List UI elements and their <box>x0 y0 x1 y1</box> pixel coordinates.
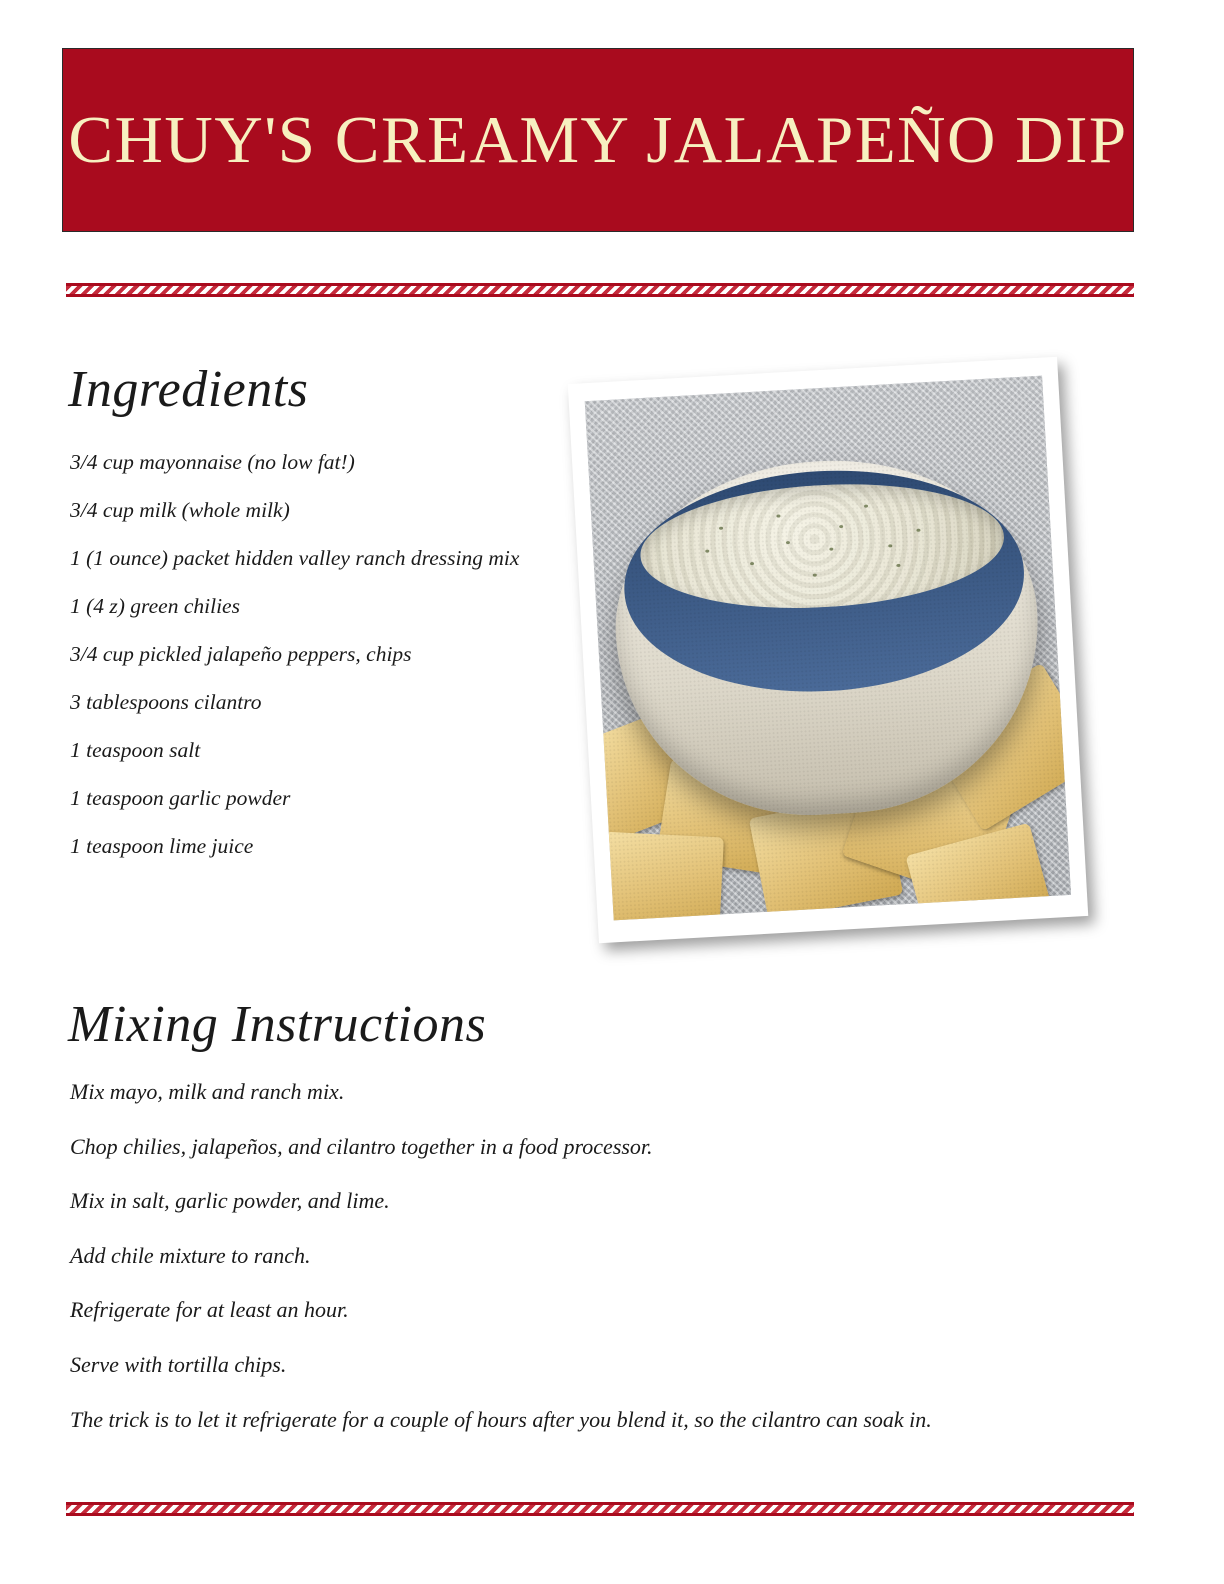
list-item: Serve with tortilla chips. <box>70 1351 287 1377</box>
list-item: Refrigerate for at least an hour. <box>70 1297 349 1323</box>
list-item: 1 teaspoon garlic powder <box>70 786 291 811</box>
list-item: 3 tablespoons cilantro <box>70 690 262 715</box>
list-item: Mix in salt, garlic powder, and lime. <box>70 1188 390 1214</box>
title-banner <box>62 48 1134 232</box>
rule-diamond-pattern <box>66 1505 1134 1513</box>
decorative-rule-bottom <box>66 1502 1134 1516</box>
page-title: CHUY'S CREAMY JALAPEÑO DIP <box>68 102 1128 177</box>
instructions-heading: Mixing Instructions <box>68 996 487 1053</box>
photo-frame <box>568 357 1088 943</box>
list-item: 3/4 cup milk (whole milk) <box>70 498 290 523</box>
recipe-photo <box>575 360 1135 960</box>
rule-bar-bottom <box>66 1513 1134 1516</box>
list-item: 1 teaspoon salt <box>70 738 201 763</box>
list-item: 1 teaspoon lime juice <box>70 834 254 859</box>
ingredients-heading: Ingredients <box>68 361 309 418</box>
list-item: 3/4 cup mayonnaise (no low fat!) <box>70 450 355 474</box>
tortilla-chip <box>600 832 724 921</box>
decorative-rule-top <box>66 283 1134 297</box>
list-item: Chop chilies, jalapeños, and cilantro together in a food processor. <box>70 1133 653 1159</box>
list-item: Add chile mixture to ranch. <box>70 1242 311 1268</box>
list-item: 1 (4 z) green chilies <box>70 594 240 619</box>
instructions-list <box>70 1078 1130 1460</box>
rule-diamond-pattern <box>66 286 1134 294</box>
rule-bar-bottom <box>66 294 1134 297</box>
list-item: Mix mayo, milk and ranch mix. <box>70 1079 345 1104</box>
list-item: 3/4 cup pickled jalapeño peppers, chips <box>70 642 412 667</box>
list-item: 1 (1 ounce) packet hidden valley ranch dressing mix <box>70 546 520 571</box>
list-item: The trick is to let it refrigerate for a couple of hours after you blend it, so the cilantro can soak in. <box>70 1406 932 1432</box>
ingredients-list <box>70 448 590 880</box>
photo-image <box>585 376 1071 921</box>
